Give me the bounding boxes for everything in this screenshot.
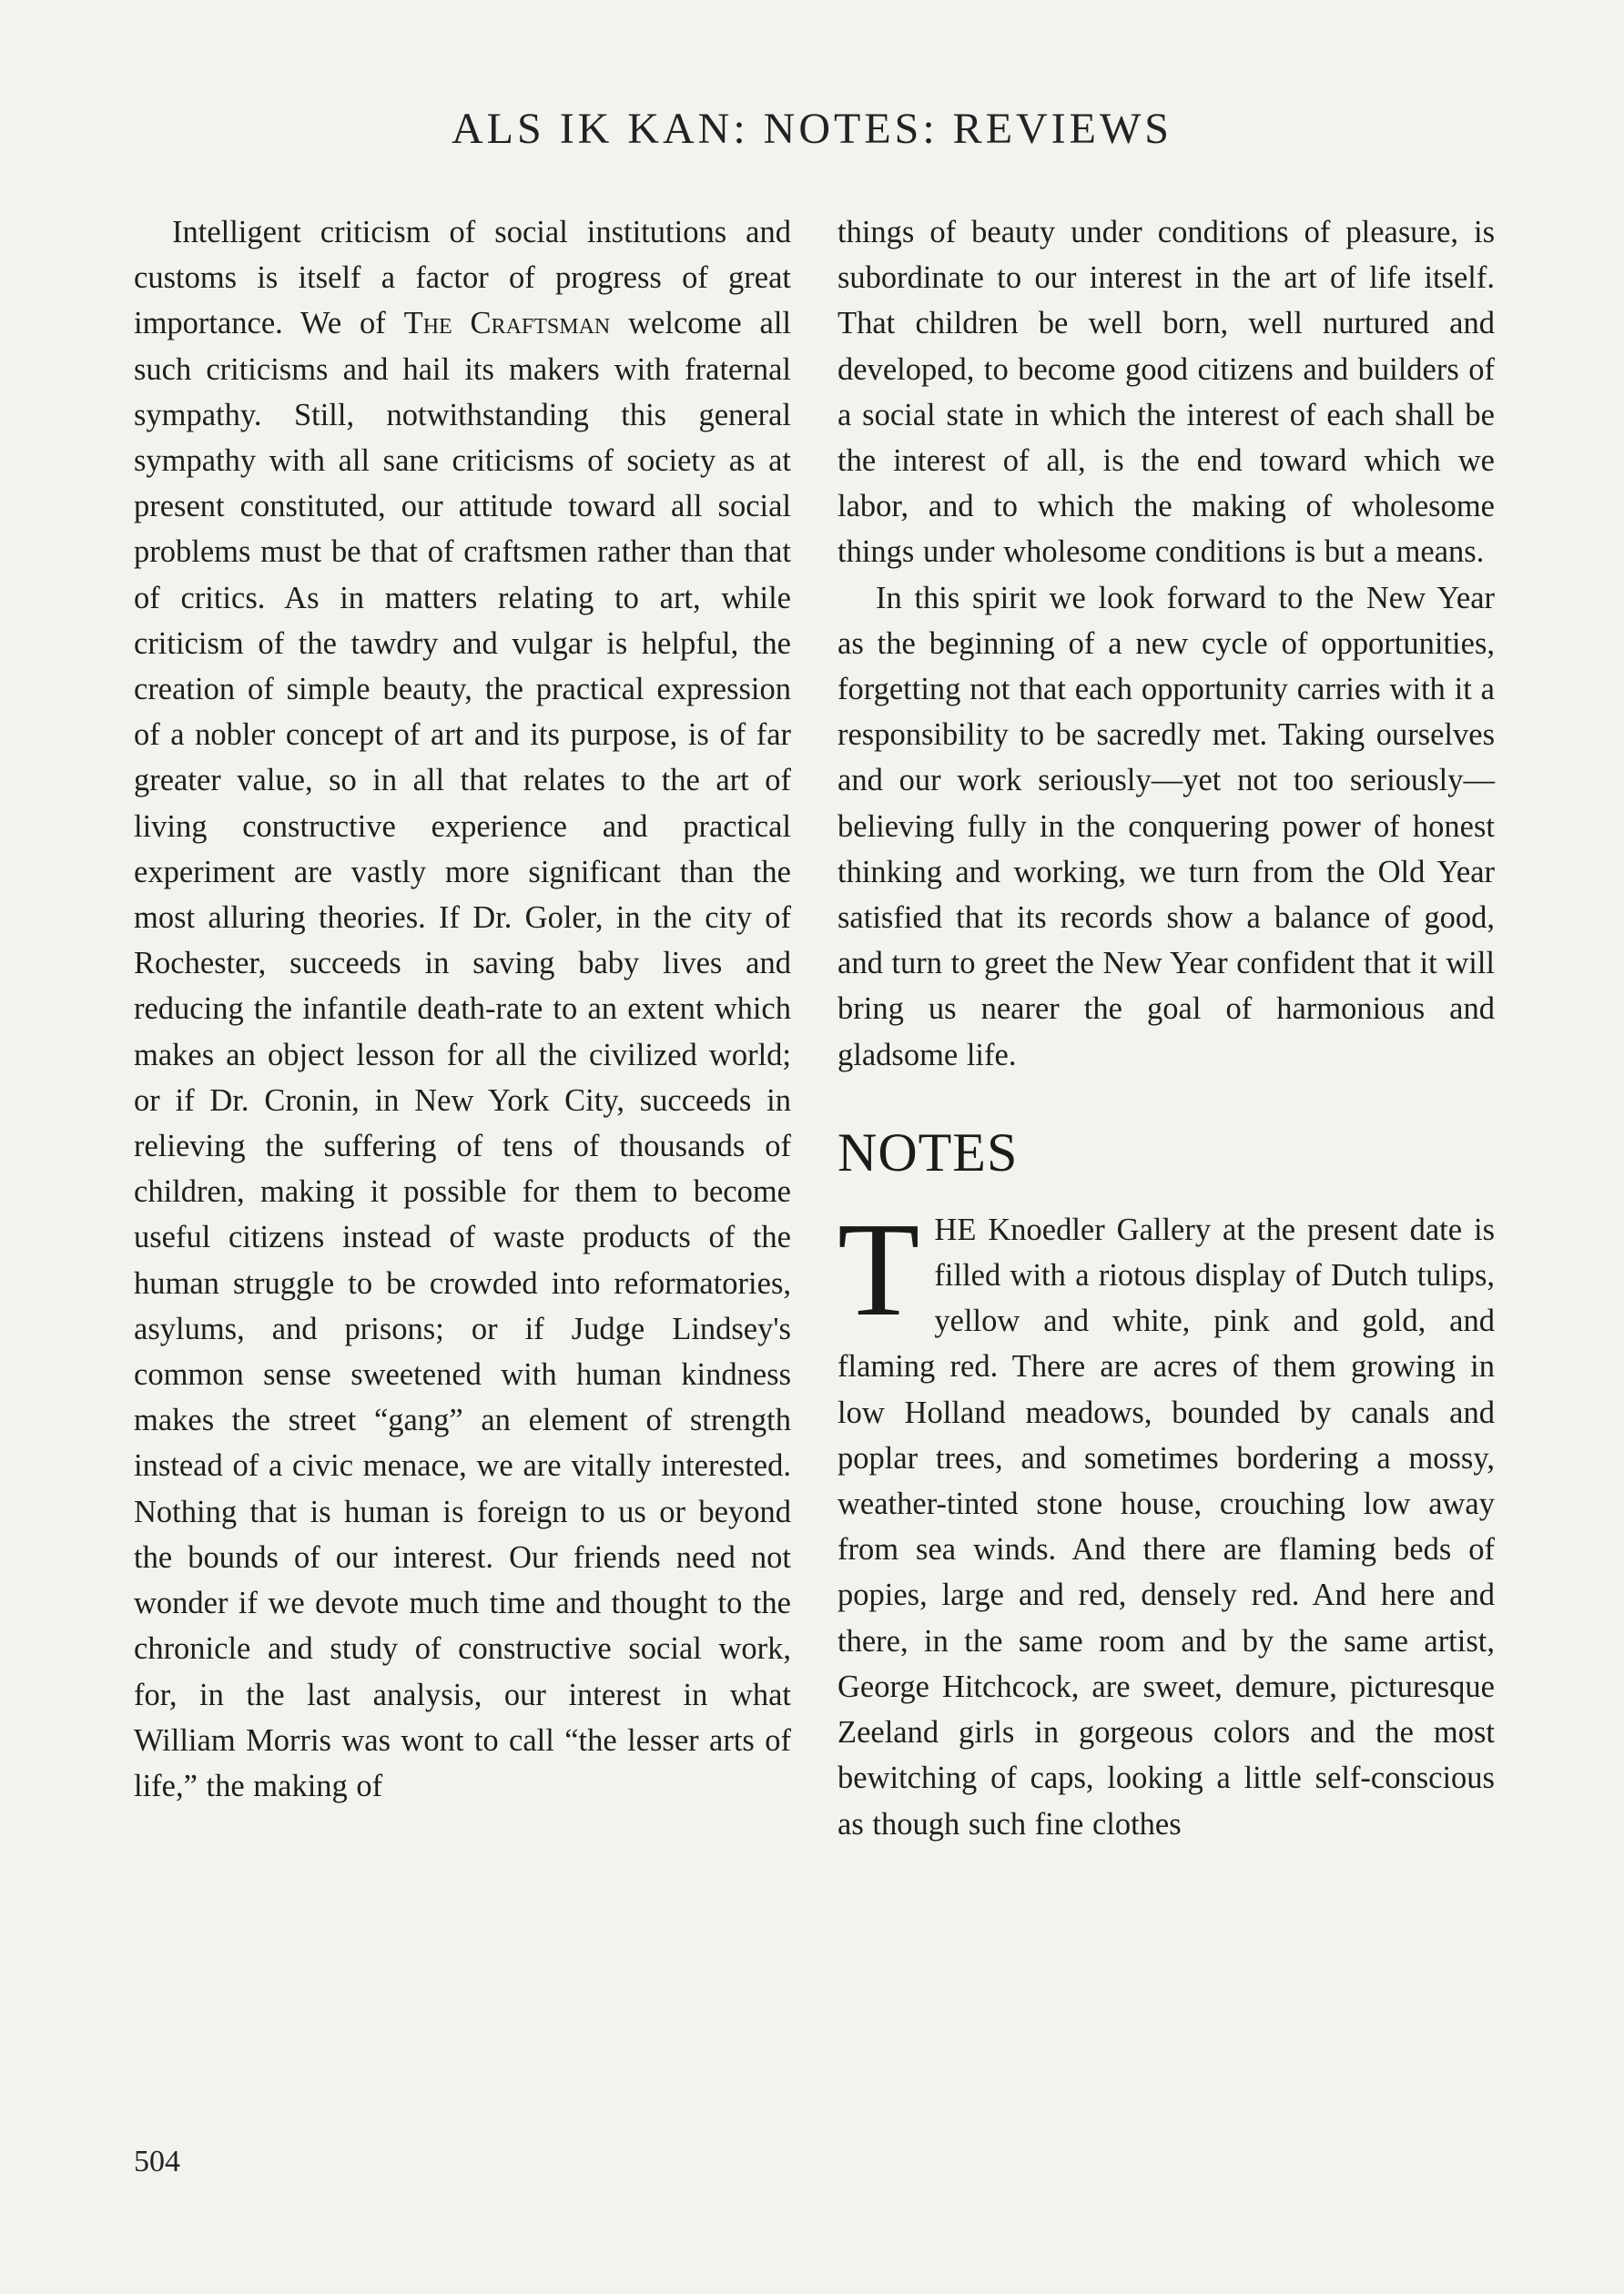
page-number: 504	[134, 2145, 180, 2178]
editorial-text: welcome all such criticisms and hail its makers with fraternal sympathy. Still, notwithstanding this general sympathy with all sane criticisms of society as at present constituted, our attitude toward all social problems must be that of craftsmen rather than that of critics. As in matters relating to art, while criticism of the tawdry and vulgar is helpful, the creation of simple beauty, the practical expression of a nobler concept of art and its purpose, is of far greater value, so in all that relates to the art of living constructive experience and practical experiment are vastly more significant than the most alluring theories. If Dr. Goler, in the city of Rochester, succeeds in saving baby lives and reducing the infantile death-rate to an extent which makes an object lesson for all the civilized world; or if Dr. Cronin, in New York City, succeeds in relieving the suffering of tens of thousands of children, making it possible for them to become useful citizens instead of waste products of the human struggle to be crowded into reformatories, asylums, and prisons; or if Judge Lindsey's common sense sweetened with human kindness makes the street “gang” an element of strength instead of a civic menace, we are vitally interested. Nothing that is human is foreign to us or beyond the bounds of our interest. Our friends need not wonder if we devote much time and thought to the chronicle and study of constructive social work, for, in the last analysis, our interest in what William Morris was wont to call “the lesser arts of life,” the making of	[134, 306, 791, 1803]
drop-cap: T	[837, 1194, 920, 1345]
right-column	[837, 209, 1495, 1847]
editorial-text: Intelligent criticism of social institutions and customs is itself a factor of progress of great importance. We of	[134, 215, 791, 341]
editorial-paragraph-2: In this spirit we look forward to the New Year as the beginning of a new cycle of opportunities, forgetting not that each opportunity carries with it a responsibility to be sacredly met. Taking ourselves and our work seriously—yet not too seriously—believing fully in the conquering power of honest thinking and working, we turn from the Old Year satisfied that its records show a balance of good, and turn to greet the New Year confident that it will bring us nearer the goal of harmonious and gladsome life.	[837, 580, 1495, 1072]
notes-heading: NOTES	[837, 1122, 1019, 1183]
notes-text: HE Knoedler Gallery at the present date is filled with a riotous display of Dutch tulips, yellow and white, pink and gold, and flaming red. There are acres of them growing in low Holland meadows, bounded by canals and poplar trees, and sometimes bordering a mossy, weather-tinted stone house, crouching low away from sea winds. And there are flaming beds of popies, large and red, densely red. And here and there, in the same room and by the same artist, George Hitchcock, are sweet, demure, picturesque Zeeland girls in gorgeous colors and the most bewitching of caps, looking a little self-conscious as though such fine clothes	[837, 1212, 1495, 1842]
editorial-paragraph	[134, 209, 791, 1809]
page-title: ALS IK KAN: NOTES: REVIEWS	[452, 105, 1172, 153]
editorial-paragraph-continued: things of beauty under conditions of pleasure, is subordinate to our interest in the art of life itself. That children be well born, well nurtured and developed, to become good citizens and builders of a social state in which the interest of each shall be the interest of all, is the end toward which we labor, and to which the making of wholesome things under wholesome conditions is but a means.	[837, 215, 1495, 570]
left-column	[134, 209, 791, 1809]
magazine-name: The Craftsman	[403, 306, 611, 341]
notes-paragraph	[837, 1194, 1495, 1847]
